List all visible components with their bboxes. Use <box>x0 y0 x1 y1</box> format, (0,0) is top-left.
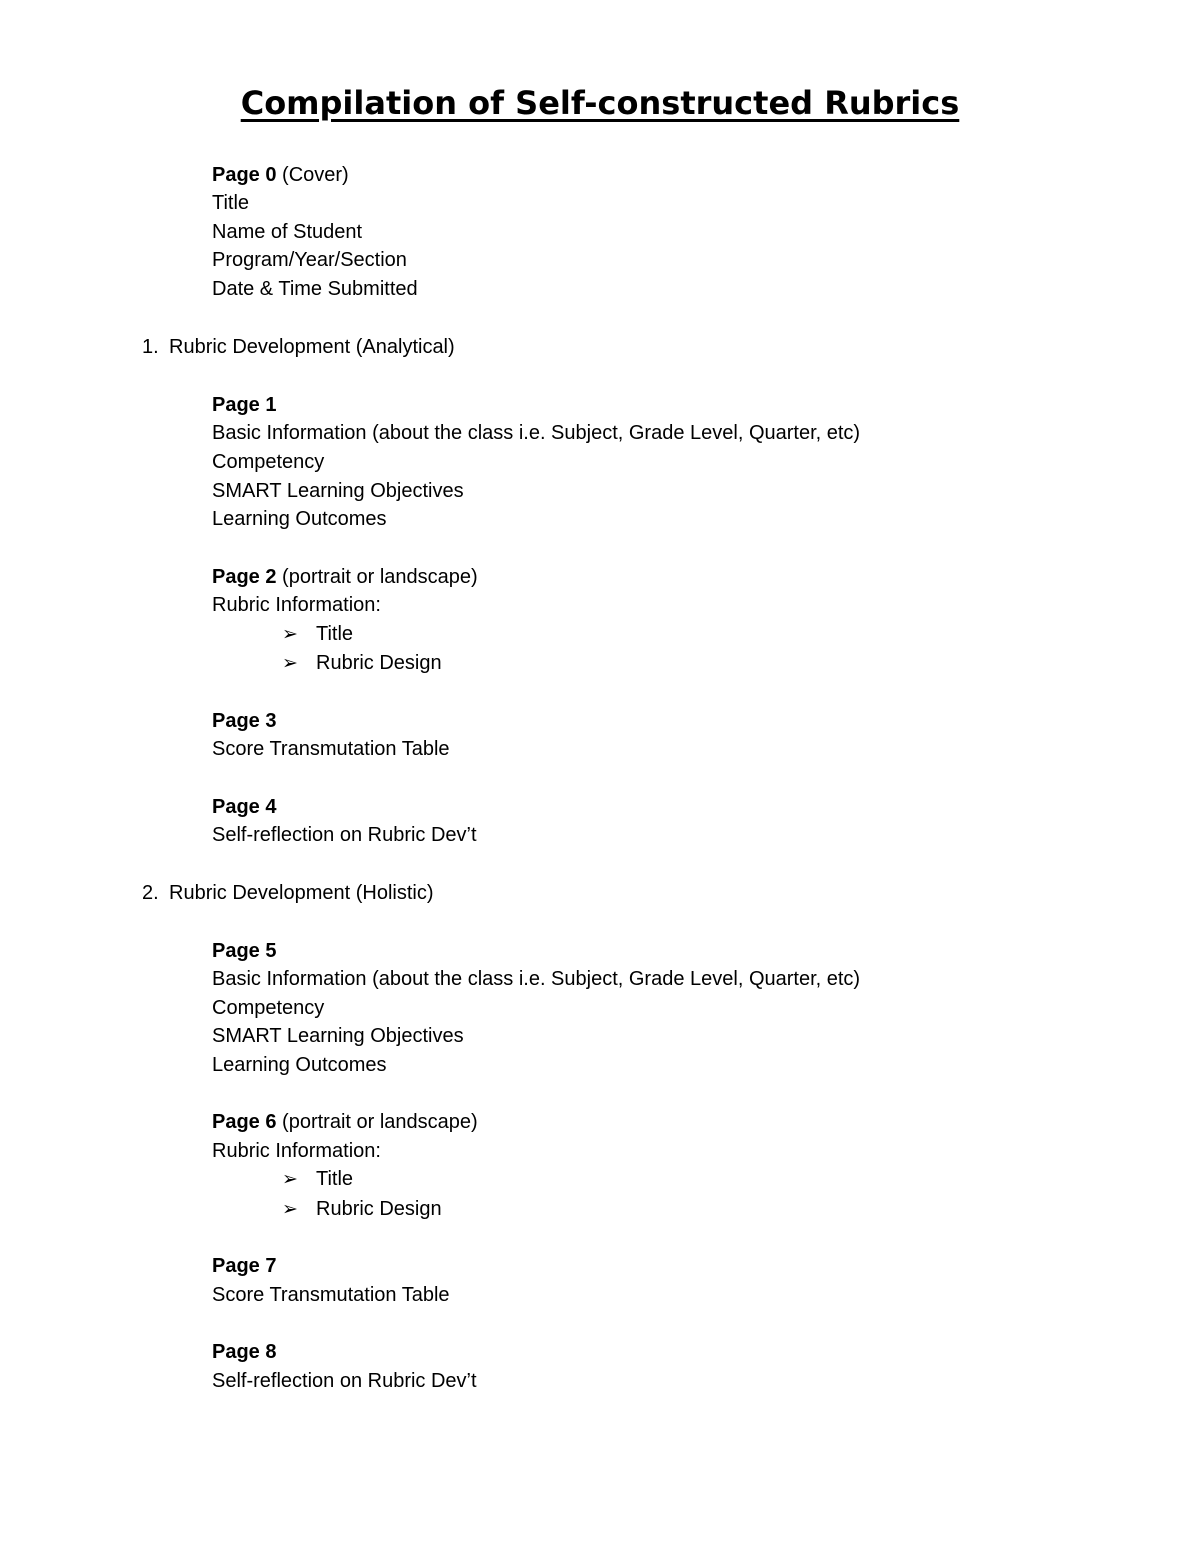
page-item: Self-reflection on Rubric Dev’t <box>212 824 477 846</box>
page-label: Page 5 <box>212 940 277 962</box>
bullet-item <box>282 1195 442 1224</box>
page-note: (portrait or landscape) <box>276 566 478 588</box>
section-heading <box>142 333 455 361</box>
page-heading <box>212 793 276 821</box>
page-item: Rubric Information: <box>212 594 381 616</box>
page-heading <box>212 1252 276 1280</box>
cover-item: Title <box>212 192 250 214</box>
page-item: Score Transmutation Table <box>212 1284 450 1306</box>
page-label: Page 6 <box>212 1111 277 1133</box>
cover-page-heading <box>212 161 349 189</box>
bullet-text: Title <box>316 623 354 645</box>
arrowhead-bullet-icon: ➢ <box>282 624 298 645</box>
section-title: Rubric Development (Analytical) <box>169 336 455 358</box>
bullet-text: Title <box>316 1168 354 1190</box>
section-number: 2. <box>142 882 159 904</box>
page-label: Page 7 <box>212 1255 277 1277</box>
page-heading <box>212 391 276 419</box>
page-label: Page 1 <box>212 394 277 416</box>
page-heading <box>212 563 478 591</box>
cover-item: Name of Student <box>212 221 363 243</box>
page-item: Self-reflection on Rubric Dev’t <box>212 1370 477 1392</box>
bullet-item <box>282 620 353 649</box>
page-label: Page 4 <box>212 796 277 818</box>
page-item: SMART Learning Objectives <box>212 480 464 502</box>
page-label: Page 3 <box>212 710 277 732</box>
section-title: Rubric Development (Holistic) <box>169 882 434 904</box>
page-item: Competency <box>212 997 325 1019</box>
page-heading <box>212 1108 478 1136</box>
page-item: Score Transmutation Table <box>212 738 450 760</box>
arrowhead-bullet-icon: ➢ <box>282 1199 298 1220</box>
arrowhead-bullet-icon: ➢ <box>282 653 298 674</box>
bullet-item <box>282 1165 353 1194</box>
cover-item: Program/Year/Section <box>212 249 407 271</box>
page-heading <box>212 1338 276 1366</box>
page-note: (portrait or landscape) <box>276 1111 478 1133</box>
arrowhead-bullet-icon: ➢ <box>282 1169 298 1190</box>
cover-item: Date & Time Submitted <box>212 278 418 300</box>
page-item: Basic Information (about the class i.e. Subject, Grade Level, Quarter, etc) <box>212 968 861 990</box>
page-item: Learning Outcomes <box>212 1054 387 1076</box>
page-label: Page 2 <box>212 566 277 588</box>
section-number: 1. <box>142 336 159 358</box>
page-heading <box>212 937 276 965</box>
page-label: Page 8 <box>212 1341 277 1363</box>
page-item: SMART Learning Objectives <box>212 1025 464 1047</box>
page-note: (Cover) <box>276 164 349 186</box>
page-heading <box>212 707 276 735</box>
document-title: Compilation of Self-constructed Rubrics <box>240 84 960 122</box>
section-heading <box>142 879 434 907</box>
page-item: Rubric Information: <box>212 1140 381 1162</box>
bullet-text: Rubric Design <box>316 1198 442 1220</box>
page-item: Competency <box>212 451 325 473</box>
bullet-item <box>282 649 442 678</box>
bullet-text: Rubric Design <box>316 652 442 674</box>
page-item: Basic Information (about the class i.e. Subject, Grade Level, Quarter, etc) <box>212 422 861 444</box>
page-item: Learning Outcomes <box>212 508 387 530</box>
page-label: Page 0 <box>212 164 277 186</box>
